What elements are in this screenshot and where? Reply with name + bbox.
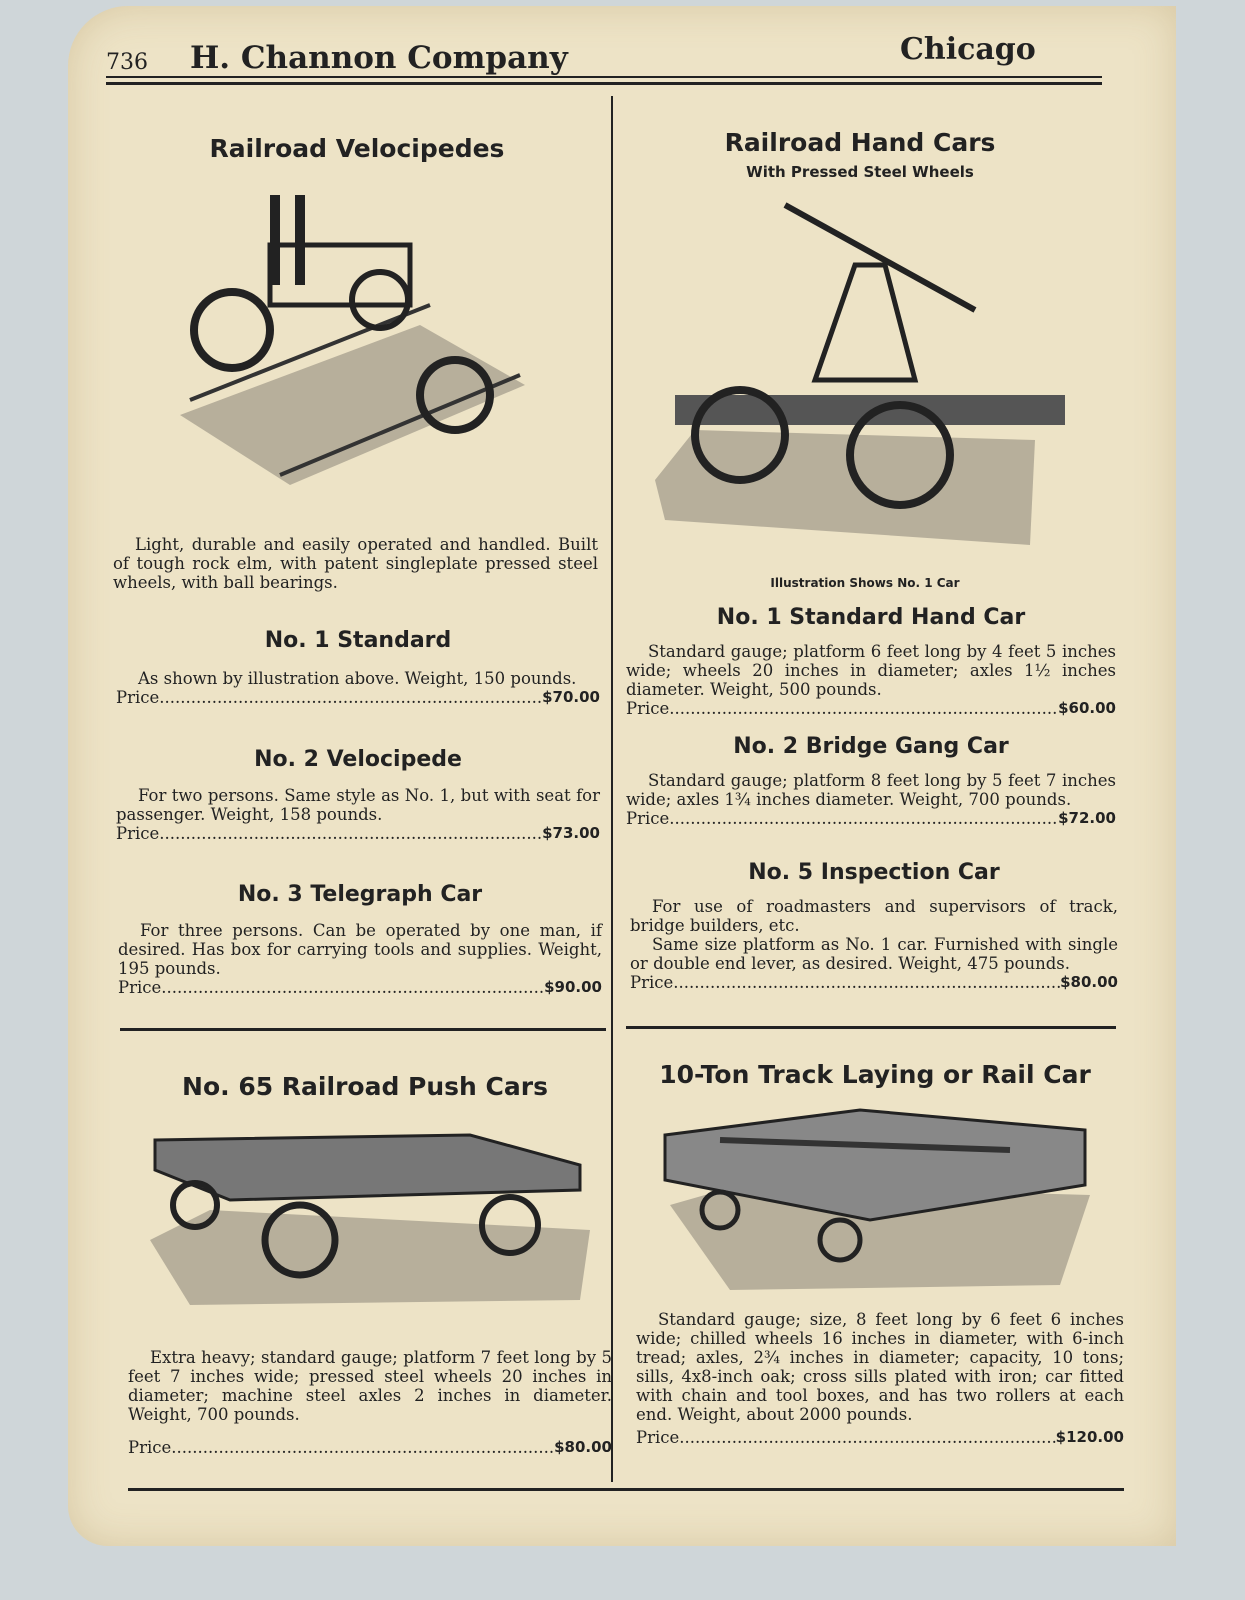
- item-description: Extra heavy; standard gauge; platform 7 feet long by 5 feet 7 inches wide; pressed steel wheels 20 inches in diameter; machine steel axles 2 inches in diameter. Weight, 700 pounds.: [128, 1348, 612, 1424]
- push-cars-title: No. 65 Railroad Push Cars: [182, 1072, 548, 1101]
- illustration-caption: Illustration Shows No. 1 Car: [770, 576, 960, 590]
- rail-car-title: 10-Ton Track Laying or Rail Car: [659, 1060, 1091, 1089]
- header-rule-thick: [106, 82, 1102, 85]
- item-description: For use of roadmasters and supervisors of track, bridge builders, etc.: [630, 897, 1118, 935]
- header-rule: [106, 76, 1102, 78]
- item-description: Standard gauge; size, 8 feet long by 6 feet 6 inches wide; chilled wheels 16 inches in diameter, with 6-inch tread; axles, 2¾ inches in diameter; capacity, 10 tons; sills, 4x8-inch oak; cross sills plated with iron; car fitted with chain and tool boxes, and has two rollers at each end. Weight, about 2000 pounds.: [636, 1310, 1124, 1424]
- price-line: Price ..... $60.00: [626, 699, 1116, 718]
- price: $120.00: [1055, 1428, 1124, 1446]
- velocipede-illustration: [170, 185, 530, 485]
- item-description: As shown by illustration above. Weight, 150 pounds.: [138, 669, 577, 688]
- velocipedes-section: [112, 134, 602, 163]
- column-divider: [611, 96, 613, 1482]
- velocipede-item: [116, 628, 600, 707]
- hand-car-item: [630, 860, 1118, 992]
- price: $90.00: [544, 978, 602, 996]
- price-line: Price ..... $120.00: [636, 1428, 1124, 1447]
- hand-car-item: [626, 734, 1116, 828]
- price-line: Price ..... $73.00: [116, 824, 600, 843]
- item-name: No. 1 Standard Hand Car: [716, 605, 1026, 630]
- velocipedes-description: Light, durable and easily operated and handled. Built of tough rock elm, with patent singleplate pressed steel wheels, with ball bearings.: [113, 535, 598, 592]
- price: $73.00: [542, 824, 600, 842]
- price-line: Price ..... $80.00: [630, 973, 1118, 992]
- hand-car-illustration: [655, 200, 1075, 550]
- footer-rule: [128, 1488, 1124, 1491]
- item-name: No. 3 Telegraph Car: [237, 882, 483, 907]
- price-line: Price ..... $70.00: [116, 688, 600, 707]
- rail-car-details: [636, 1310, 1124, 1447]
- section-divider-right: [626, 1026, 1116, 1029]
- hand-cars-title: Railroad Hand Cars: [724, 128, 996, 157]
- page-number: 736: [106, 50, 148, 75]
- price-line: Price ..... $90.00: [118, 978, 602, 997]
- item-description: Standard gauge; platform 6 feet long by 4 feet 5 inches wide; wheels 20 inches in diameter; axles 1½ inches diameter. Weight, 500 pounds.: [626, 642, 1116, 699]
- price: $72.00: [1058, 809, 1116, 827]
- item-name: No. 5 Inspection Car: [748, 860, 1000, 885]
- hand-cars-subtitle: With Pressed Steel Wheels: [746, 163, 974, 181]
- push-car-illustration: [150, 1130, 590, 1310]
- price: $70.00: [542, 688, 600, 706]
- price-line: Price ..... $72.00: [626, 809, 1116, 828]
- hand-cars-section: [620, 128, 1100, 181]
- velocipede-item: [116, 747, 600, 843]
- price-line: Price ..... $80.00: [128, 1438, 612, 1457]
- push-car-details: [128, 1348, 612, 1457]
- item-description: For two persons. Same style as No. 1, but with seat for passenger. Weight, 158 pounds.: [116, 786, 600, 824]
- rail-car-section: [630, 1060, 1120, 1089]
- item-name: No. 2 Bridge Gang Car: [733, 734, 1009, 759]
- company-name: H. Channon Company: [190, 40, 568, 76]
- item-description-2: Same size platform as No. 1 car. Furnished with single or double end lever, as desired. Weight, 475 pounds.: [630, 935, 1118, 973]
- velocipede-item: [118, 882, 602, 997]
- item-name: No. 2 Velocipede: [254, 747, 462, 772]
- price: $80.00: [1060, 973, 1118, 991]
- city-name: Chicago: [900, 32, 1036, 67]
- hand-car-item: [626, 605, 1116, 718]
- item-name: No. 1 Standard: [264, 628, 452, 653]
- section-divider-left: [120, 1028, 606, 1031]
- push-cars-section: [120, 1072, 610, 1101]
- velocipedes-title: Railroad Velocipedes: [209, 134, 505, 163]
- price: $80.00: [554, 1438, 612, 1456]
- price: $60.00: [1058, 699, 1116, 717]
- rail-car-illustration: [660, 1105, 1095, 1295]
- item-description: Standard gauge; platform 8 feet long by 5 feet 7 inches wide; axles 1¾ inches diameter. Weight, 700 pounds.: [626, 771, 1116, 809]
- item-description: For three persons. Can be operated by one man, if desired. Has box for carrying tools and supplies. Weight, 195 pounds.: [118, 921, 602, 978]
